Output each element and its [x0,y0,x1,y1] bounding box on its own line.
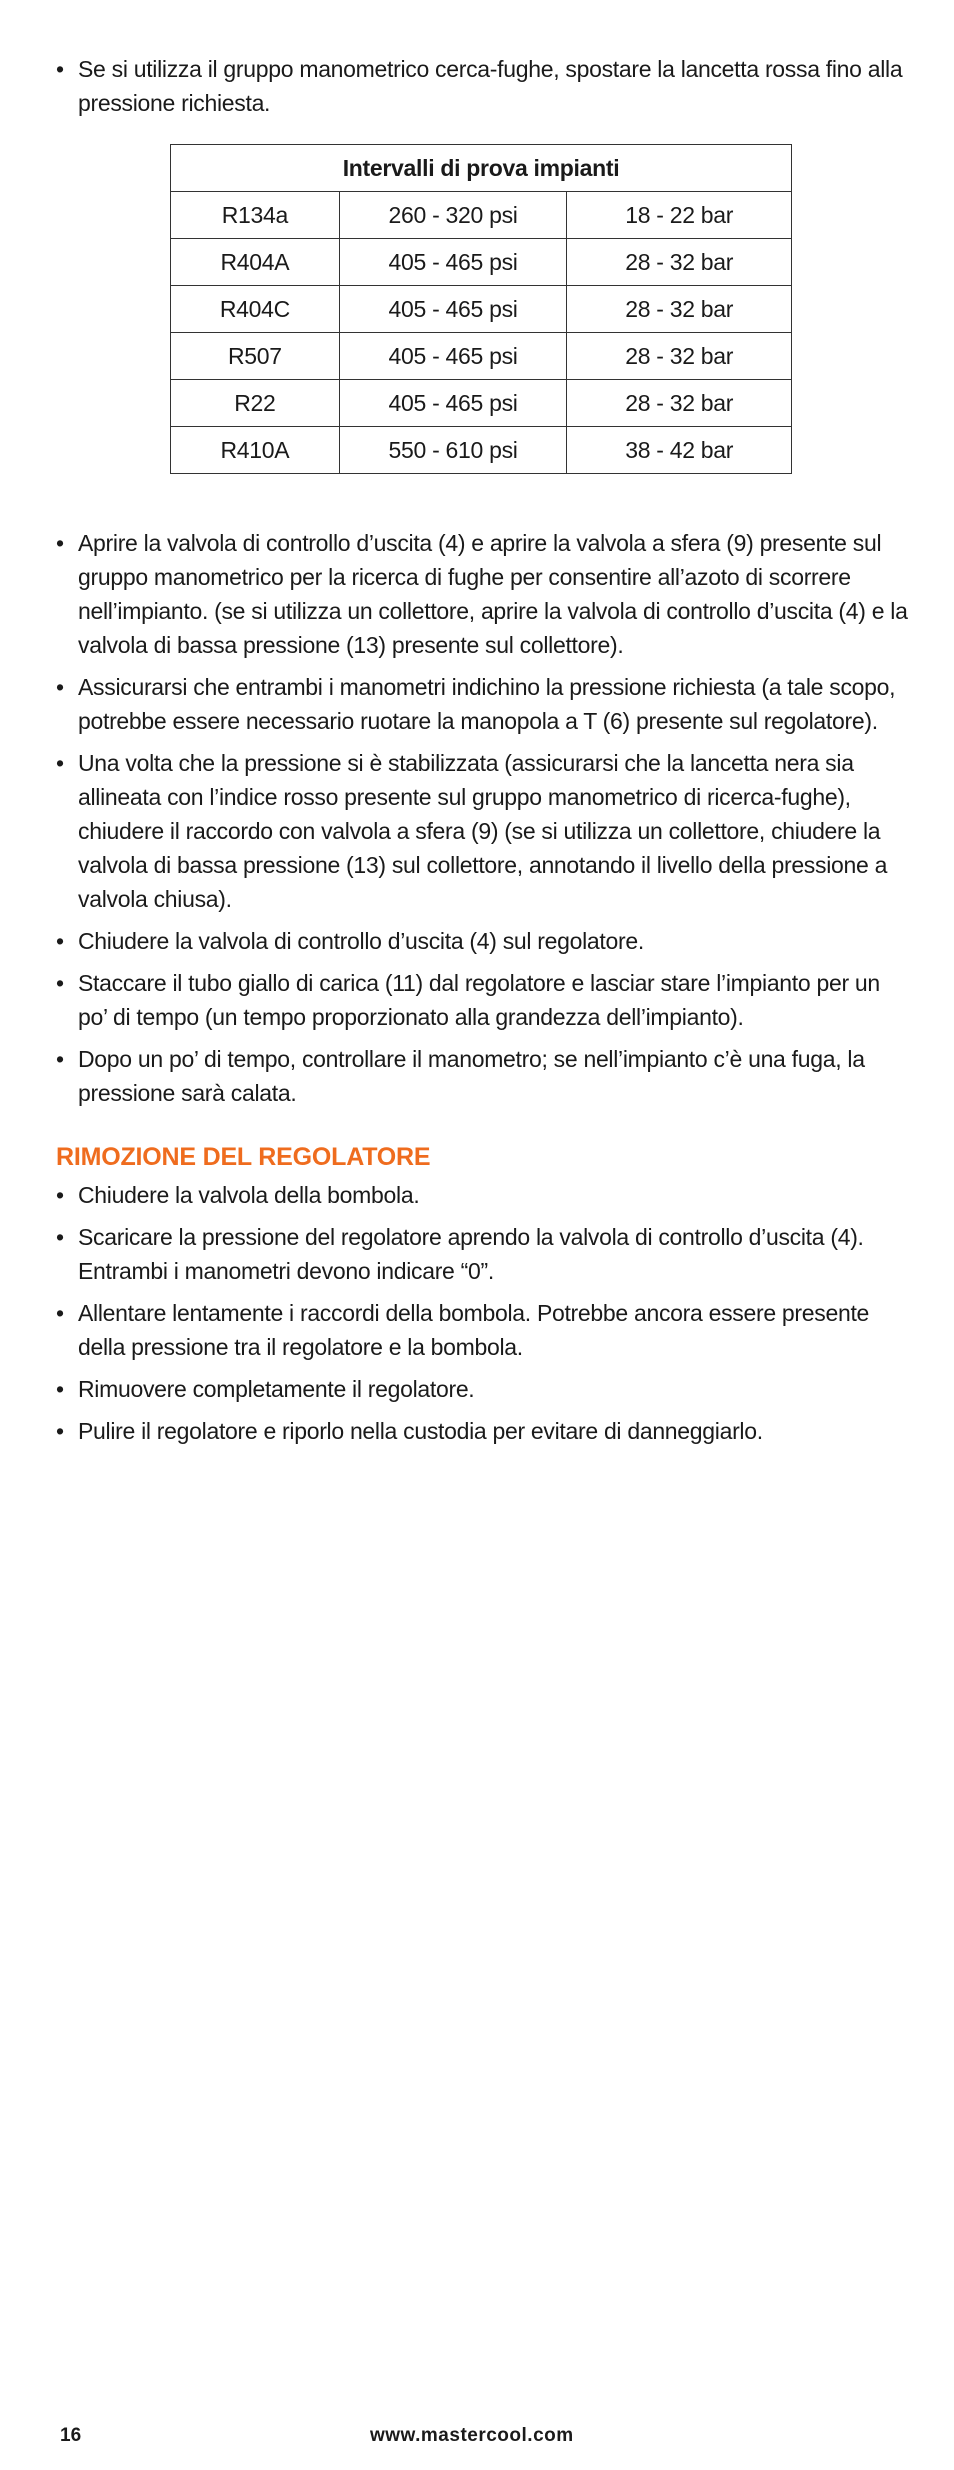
psi-range-cell: 260 - 320 psi [339,192,567,239]
bar-range-cell: 38 - 42 bar [567,427,792,474]
list-item: • Scaricare la pressione del regolatore aprendo la valvola di controllo d’uscita (4). Entrambi i manometri devono indicare “0”. [56,1220,912,1288]
section-heading-regulator-removal: RIMOZIONE DEL REGOLATORE [56,1143,431,1171]
table-row [171,333,792,380]
refrigerant-cell: R404C [171,286,340,333]
page-content [56,52,912,1456]
table-row [171,286,792,333]
refrigerant-cell: R507 [171,333,340,380]
list-item: • Chiudere la valvola della bombola. [56,1178,912,1212]
test-steps-list [56,526,912,1110]
bar-range-cell: 28 - 32 bar [567,380,792,427]
list-item: • Allentare lentamente i raccordi della bombola. Potrebbe ancora essere presente della pressione tra il regolatore e la bombola. [56,1296,912,1364]
list-item: • Chiudere la valvola di controllo d’uscita (4) sul regolatore. [56,924,912,958]
intro-bullet: • Se si utilizza il gruppo manometrico cerca-fughe, spostare la lancetta rossa fino alla pressione richiesta. [56,52,912,120]
refrigerant-cell: R134a [171,192,340,239]
bar-range-cell: 28 - 32 bar [567,286,792,333]
list-item: • Rimuovere completamente il regolatore. [56,1372,912,1406]
bar-range-cell: 28 - 32 bar [567,333,792,380]
list-item: • Dopo un po’ di tempo, controllare il manometro; se nell’impianto c’è una fuga, la pressione sarà calata. [56,1042,912,1110]
refrigerant-cell: R410A [171,427,340,474]
psi-range-cell: 405 - 465 psi [339,286,567,333]
list-item: • Assicurarsi che entrambi i manometri indichino la pressione richiesta (a tale scopo, potrebbe essere necessario ruotare la manopola a T (6) presente sul regolatore). [56,670,912,738]
table-header-row [171,145,792,192]
list-item: • Aprire la valvola di controllo d’uscita (4) e aprire la valvola a sfera (9) presente sul gruppo manometrico per la ricerca di fughe per consentire all’azoto di scorrere nell’impianto. (se si utilizza un collettore, aprire la valvola di controllo d’uscita (4) e la valvola di bassa pressione (13) presente sul collettore). [56,526,912,662]
table-row [171,192,792,239]
page-footer [56,2425,912,2455]
list-item: • Pulire il regolatore e riporlo nella custodia per evitare di danneggiarlo. [56,1414,912,1448]
list-item: • Una volta che la pressione si è stabilizzata (assicurarsi che la lancetta nera sia allineata con l’indice rosso presente sul gruppo manometrico di ricerca-fughe), chiudere il raccordo con valvola a sfera (9) (se si utilizza un collettore, chiudere la valvola di bassa pressione (13) sul collettore, annotando il livello della pressione a valvola chiusa). [56,746,912,916]
page-number: 16 [60,2425,82,2446]
psi-range-cell: 405 - 465 psi [339,333,567,380]
table-row [171,239,792,286]
refrigerant-cell: R22 [171,380,340,427]
table-title: Intervalli di prova impianti [171,145,792,192]
list-item: • Staccare il tubo giallo di carica (11) dal regolatore e lasciar stare l’impianto per un po’ di tempo (un tempo proporzionato alla grandezza dell’impianto). [56,966,912,1034]
psi-range-cell: 550 - 610 psi [339,427,567,474]
refrigerant-cell: R404A [171,239,340,286]
removal-steps-list [56,1178,912,1448]
test-range-table-wrapper [170,144,792,474]
website-url: www.mastercool.com [370,2425,574,2446]
table-row [171,380,792,427]
table-row [171,427,792,474]
psi-range-cell: 405 - 465 psi [339,239,567,286]
psi-range-cell: 405 - 465 psi [339,380,567,427]
bar-range-cell: 28 - 32 bar [567,239,792,286]
test-range-table [170,144,792,474]
bar-range-cell: 18 - 22 bar [567,192,792,239]
